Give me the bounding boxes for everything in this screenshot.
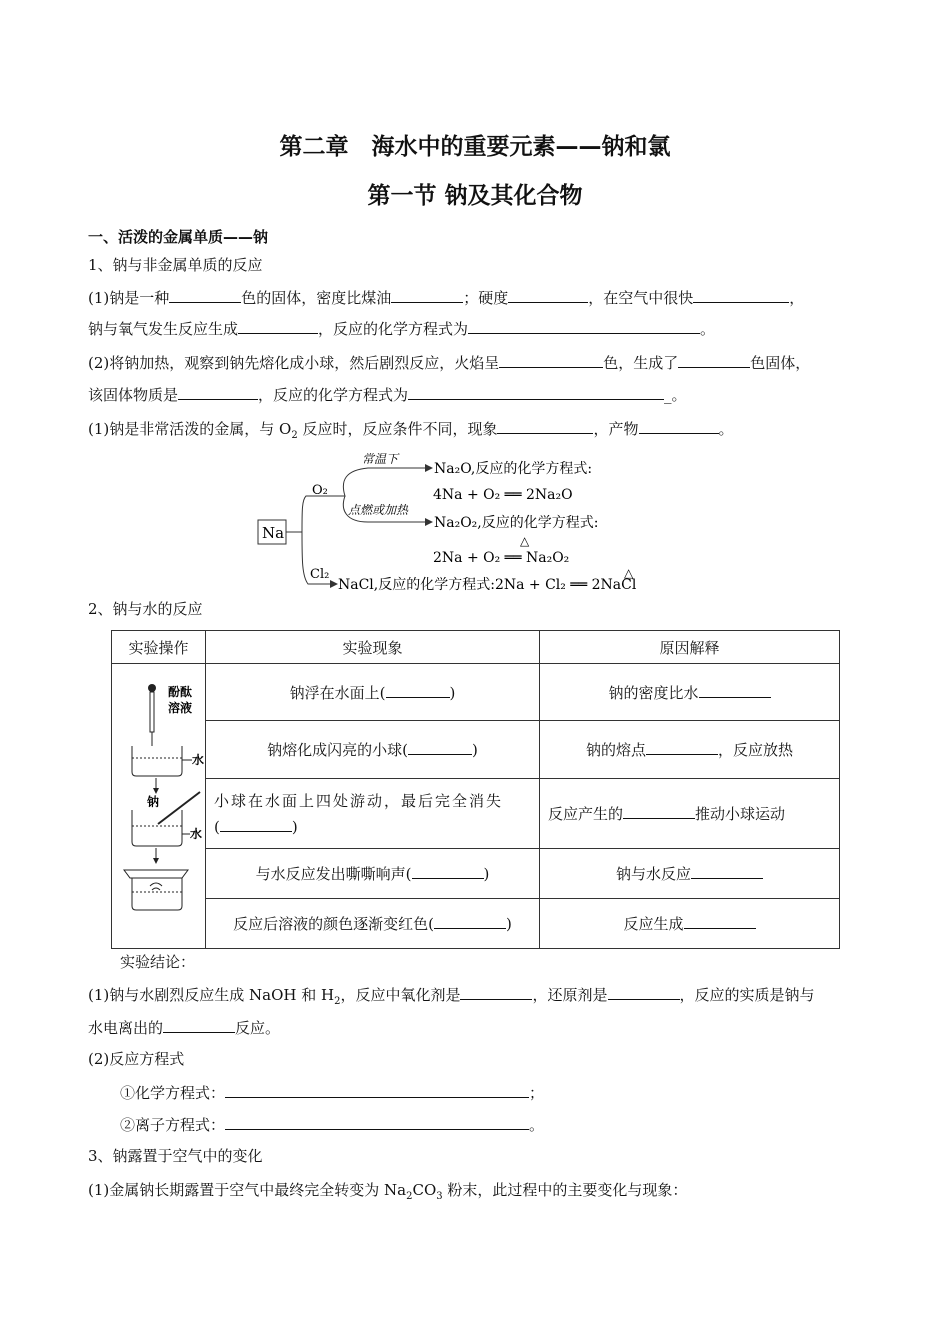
conclusion-label: 实验结论： xyxy=(120,953,196,971)
subheading-nonmetal-reaction: 1、钠与非金属单质的反应 xyxy=(88,256,263,274)
reaction-swirl-icon xyxy=(150,883,162,890)
blank[interactable] xyxy=(412,863,484,879)
chapter-title: 第二章 海水中的重要元素——钠和氯 xyxy=(279,134,671,160)
reason-cell: 钠的熔点 ，反应放热 xyxy=(540,721,840,779)
subheading-air-exposure: 3、钠露置于空气中的变化 xyxy=(88,1147,263,1165)
down-arrow-icon xyxy=(153,858,159,864)
blank[interactable] xyxy=(497,418,593,434)
equation-2: 2Na + O₂ ══ Na₂O₂ xyxy=(433,550,570,566)
reason-cell: 钠与水反应 xyxy=(540,848,840,898)
blank[interactable] xyxy=(693,287,789,303)
blank[interactable] xyxy=(508,287,588,303)
product-na2o2: Na₂O₂,反应的化学方程式: xyxy=(434,515,599,531)
phenomenon-cell: 与水反应发出嘶嘶响声( ) xyxy=(206,848,540,898)
label-water: 水 xyxy=(192,753,205,767)
experiment-table xyxy=(111,630,840,949)
table-header: 实验现象 xyxy=(206,631,540,664)
blank[interactable] xyxy=(408,384,664,400)
blank[interactable] xyxy=(408,739,472,755)
section-heading-sodium: 一、活泼的金属单质——钠 xyxy=(88,228,269,246)
tweezers-icon xyxy=(158,792,200,824)
blank[interactable] xyxy=(639,418,719,434)
phenomenon-cell: 反应后溶液的颜色逐渐变红色( ) xyxy=(206,898,540,948)
na-label: Na xyxy=(262,524,285,542)
blank[interactable] xyxy=(646,739,718,755)
label-sodium: 钠 xyxy=(147,795,160,809)
blank[interactable] xyxy=(691,863,763,879)
table-row xyxy=(112,898,840,948)
table-header-row xyxy=(112,631,840,664)
question-1-line-1: (1)钠是一种 色的固体，密度比煤油 ；硬度 ，在空气中很快 ， xyxy=(88,289,805,307)
beaker-icon xyxy=(132,810,182,846)
label-solution: 溶液 xyxy=(168,701,193,715)
subheading-water-reaction: 2、钠与水的反应 xyxy=(88,600,203,618)
arrow-head xyxy=(330,580,338,588)
reason-cell: 钠的密度比水 xyxy=(540,664,840,721)
dropper-bulb-icon xyxy=(148,684,156,692)
blank[interactable] xyxy=(225,1114,529,1130)
product-na2o: Na₂O,反应的化学方程式: xyxy=(434,461,593,477)
reason-cell: 反应生成 xyxy=(540,898,840,948)
heat-symbol: △ xyxy=(624,566,634,580)
phenomenon-cell: 小球在水面上四处游动，最后完全消失 ( ) xyxy=(206,779,540,848)
blank[interactable] xyxy=(163,1017,235,1033)
blank[interactable] xyxy=(220,816,292,832)
blank[interactable] xyxy=(178,384,258,400)
question-1-line-2: 钠与氧气发生反应生成 ，反应的化学方程式为 。 xyxy=(88,320,716,338)
question-3: (1)钠是非常活泼的金属，与 $O_2$ 反应时，反应条件不同，现象 ，产物 。 xyxy=(88,420,734,441)
reason-cell: 反应产生的 推动小球运动 xyxy=(540,779,840,848)
label-phenol: 酚酞 xyxy=(168,685,193,699)
blank[interactable] xyxy=(684,913,756,929)
conclusion-2: (2)反应方程式 xyxy=(88,1050,185,1068)
blank[interactable] xyxy=(460,984,532,1000)
section-title: 第一节 钠及其化合物 xyxy=(367,183,583,209)
phenomenon-cell: 钠熔化成闪亮的小球( ) xyxy=(206,721,540,779)
blank[interactable] xyxy=(499,352,603,368)
blank[interactable] xyxy=(169,287,241,303)
blank[interactable] xyxy=(238,318,318,334)
blank[interactable] xyxy=(386,682,450,698)
apparatus-cell xyxy=(112,664,206,949)
dropper-tube xyxy=(150,692,154,732)
conclusion-1-line-1: (1)钠与水剧烈反应生成 NaOH 和 $H_2$，反应中氧化剂是 ，还原剂是 ，反应的实质是钠与 xyxy=(88,986,815,1007)
blank[interactable] xyxy=(468,318,700,334)
condition-ignite: 点燃或加热 xyxy=(348,503,409,517)
arrow-head xyxy=(425,464,433,472)
blank[interactable] xyxy=(391,287,463,303)
glass-cover-icon xyxy=(124,870,188,878)
blank[interactable] xyxy=(678,352,750,368)
heat-symbol: △ xyxy=(520,534,530,548)
o2-label: O₂ xyxy=(312,483,328,498)
apparatus-illustration xyxy=(112,664,205,948)
question-2-line-1: (2)将钠加热，观察到钠先熔化成小球，然后剧烈反应，火焰呈 色，生成了 色固体， xyxy=(88,354,811,372)
question-2-line-2: 该固体物质是 ，反应的化学方程式为 _。 xyxy=(88,386,687,404)
table-row xyxy=(112,848,840,898)
beaker-icon xyxy=(132,746,182,776)
table-header: 原因解释 xyxy=(540,631,840,664)
blank[interactable] xyxy=(623,803,695,819)
blank[interactable] xyxy=(434,913,506,929)
question-4: (1)金属钠长期露置于空气中最终完全转变为 $Na_2CO_3$ 粉末，此过程中的主要变化与现象： xyxy=(88,1181,688,1202)
blank[interactable] xyxy=(699,682,771,698)
down-arrow-icon xyxy=(153,788,159,794)
label-water: 水 xyxy=(190,827,203,841)
ionic-equation-line: ②离子方程式： 。 xyxy=(120,1116,545,1134)
table-row xyxy=(112,721,840,779)
product-nacl: NaCl,反应的化学方程式:2Na + Cl₂ ══ 2NaCl xyxy=(338,577,637,593)
blank[interactable] xyxy=(225,1082,529,1098)
arrow-head xyxy=(425,518,433,526)
equation-1: 4Na + O₂ ══ 2Na₂O xyxy=(433,487,573,503)
blank[interactable] xyxy=(608,984,680,1000)
table-row xyxy=(112,664,840,721)
phenomenon-cell: 钠浮在水面上( ) xyxy=(206,664,540,721)
conclusion-1-line-2: 水电离出的 反应。 xyxy=(88,1019,281,1037)
table-header: 实验操作 xyxy=(112,631,206,664)
table-row xyxy=(112,779,840,848)
condition-room-temp: 常温下 xyxy=(362,452,399,466)
sodium-reaction-diagram xyxy=(250,450,720,600)
chemical-equation-line: ①化学方程式： ； xyxy=(120,1084,545,1102)
cl2-label: Cl₂ xyxy=(310,567,330,582)
